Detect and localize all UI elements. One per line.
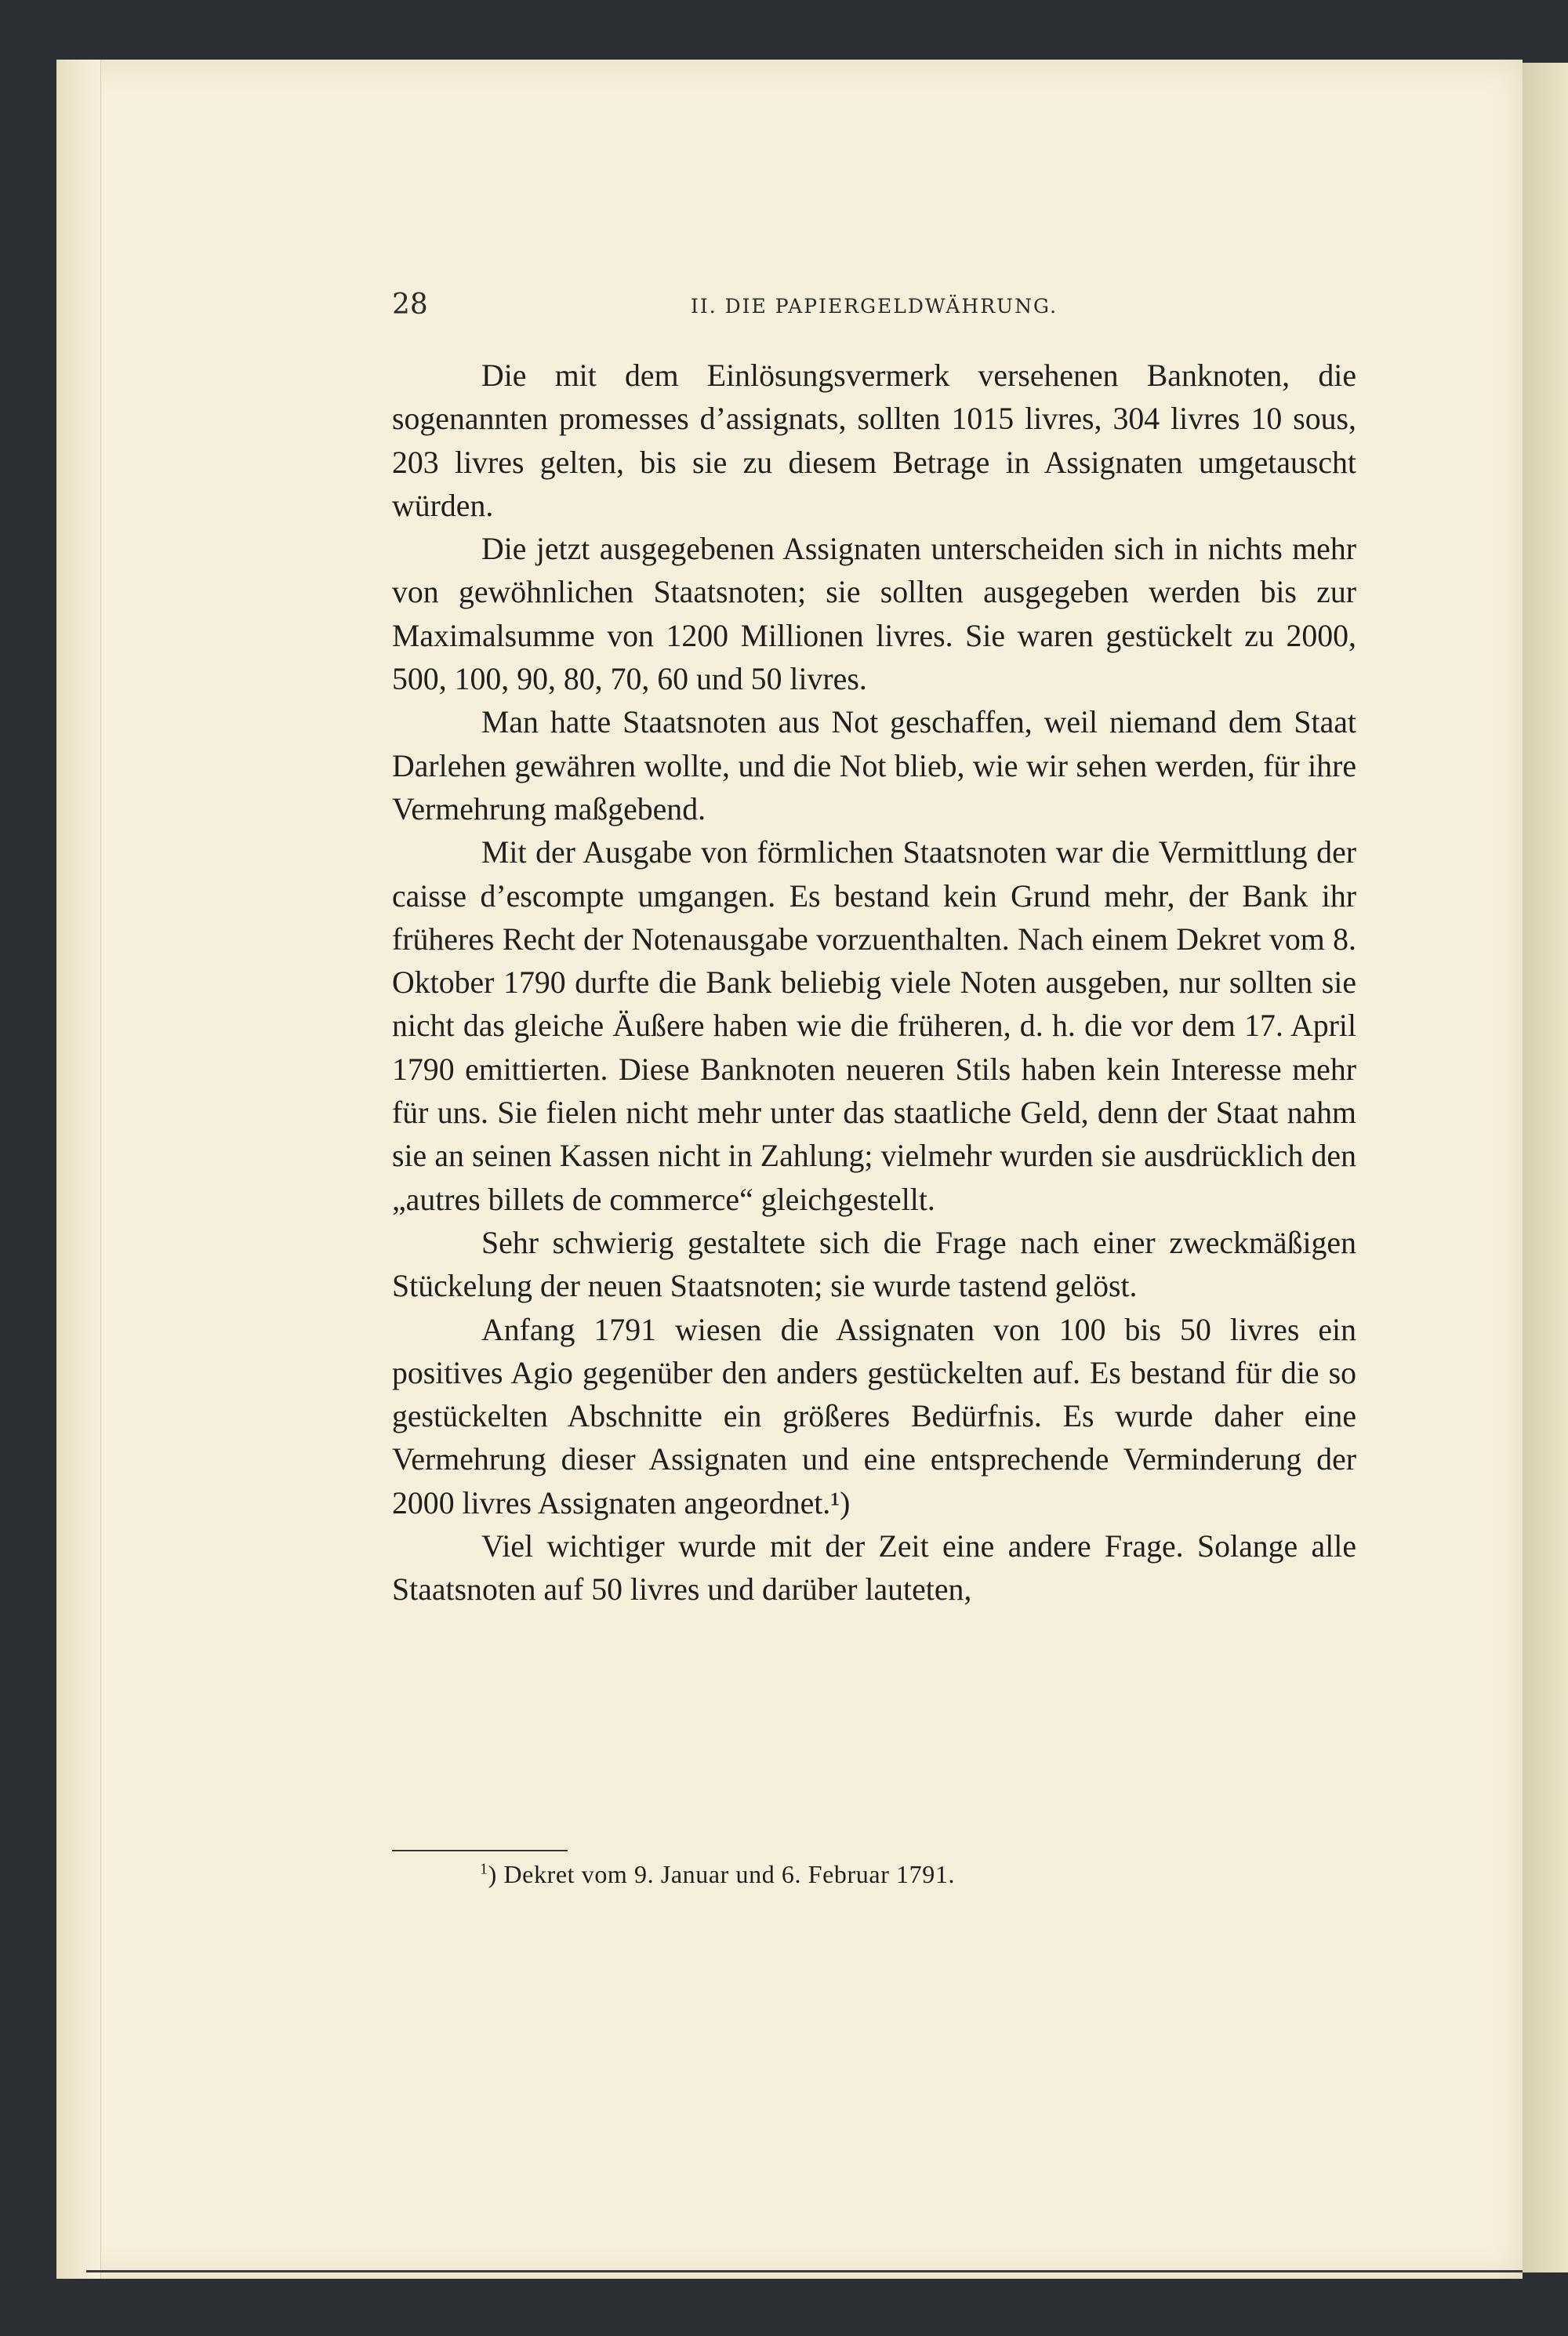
page-gutter <box>56 60 101 2279</box>
paragraph: Mit der Ausgabe von förmlichen Staatsnoten war die Vermittlung der caisse d’escompte umgangen. Es bestand kein Grund mehr, der Bank ihr früheres Recht der Notenausgabe vorzuenthalten. Nach einem Dekret vom 8. Oktober 1790 durfte die Bank beliebig viele Noten ausgeben, nur sollten sie nicht das gleiche Äußere haben wie die früheren, d. h. die vor dem 17. April 1790 emittierten. Diese Banknoten neueren Stils haben kein Interesse mehr für uns. Sie fielen nicht mehr unter das staatliche Geld, denn der Staat nahm sie an seinen Kassen nicht in Zahlung; vielmehr wurden sie ausdrücklich den „autres billets de commerce“ gleichgestellt. <box>392 835 1356 1217</box>
page-number: 28 <box>392 289 428 321</box>
running-head: II. DIE PAPIERGELDWÄHRUNG. <box>690 295 1058 318</box>
page-header <box>392 289 1356 326</box>
page-bottom-edge <box>86 2270 1523 2272</box>
next-page-edge <box>1523 63 1568 2272</box>
paragraph: Die mit dem Einlösungsvermerk versehenen Banknoten, die sogenannten promesses d’assignats, sollten 1015 livres, 304 livres 10 sous, 203 livres gelten, bis sie zu diesem Betrage in Assignaten umgetauscht würden. <box>392 358 1356 523</box>
footnote <box>480 1860 1421 1889</box>
paragraph: Man hatte Staatsnoten aus Not geschaffen, weil niemand dem Staat Darlehen gewähren wollte, und die Not blieb, wie wir sehen werden, für ihre Vermehrung maßgebend. <box>392 705 1356 827</box>
paragraph: Anfang 1791 wiesen die Assignaten von 100 bis 50 livres ein positives Agio gegenüber den anders gestückelten auf. Es bestand für die so gestückelten Abschnitte ein größeres Bedürfnis. Es wurde daher eine Vermehrung dieser Assignaten und eine entsprechende Verminderung der 2000 livres Assignaten angeordnet.¹) <box>392 1312 1356 1520</box>
footnote-text: ) Dekret vom 9. Januar und 6. Februar 1791. <box>488 1860 956 1888</box>
paragraph: Viel wichtiger wurde mit der Zeit eine andere Frage. Solange alle Staatsnoten auf 50 livres und darüber lauteten, <box>392 1529 1356 1608</box>
body-text <box>392 354 1356 1612</box>
footnote-marker: 1 <box>480 1860 488 1878</box>
paragraph: Die jetzt ausgegebenen Assignaten unterscheiden sich in nichts mehr von gewöhnlichen Staatsnoten; sie sollten ausgegeben werden bis zur Maximalsumme von 1200 Millionen livres. Sie waren gestückelt zu 2000, 500, 100, 90, 80, 70, 60 und 50 livres. <box>392 532 1356 697</box>
paragraph: Sehr schwierig gestaltete sich die Frage nach einer zweckmäßigen Stückelung der neuen Staatsnoten; sie wurde tastend gelöst. <box>392 1225 1356 1304</box>
footnote-rule <box>392 1850 568 1851</box>
